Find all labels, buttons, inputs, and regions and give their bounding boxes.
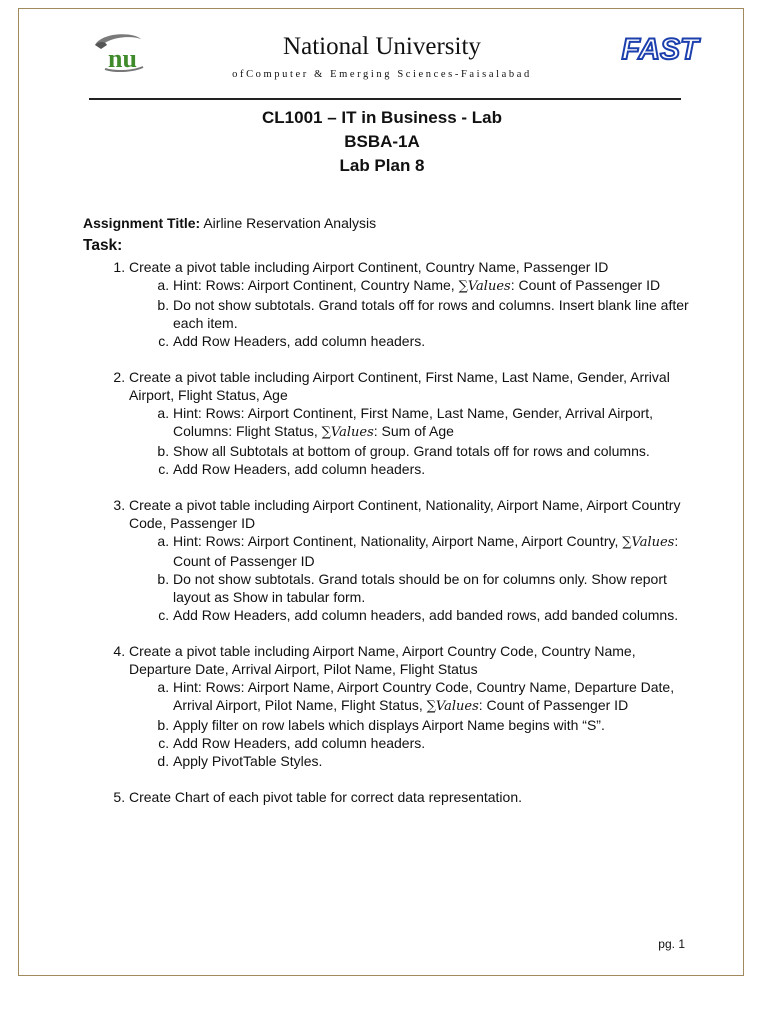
subtask-text: Do not show subtotals. Grand totals off for rows and columns. Insert blank line after each item. [173, 297, 689, 331]
university-name: National University [283, 33, 481, 60]
subtask-list [129, 532, 693, 624]
task-text: Create a pivot table including Airport Continent, Nationality, Airport Name, Airport Country Code, Passenger ID [129, 497, 681, 531]
page-number: pg. 1 [658, 937, 685, 951]
subtask-item [173, 716, 693, 734]
task-item [129, 642, 693, 770]
assignment-title: Airline Reservation Analysis [203, 215, 377, 231]
task-item [129, 496, 693, 624]
subtask-item [173, 606, 693, 624]
university-subtitle: ofComputer & Emerging Sciences-Faisalabad [232, 69, 532, 80]
subtask-text: Add Row Headers, add column headers, add banded rows, add banded columns. [173, 607, 679, 623]
task-text: Create Chart of each pivot table for correct data representation. [129, 789, 522, 805]
subtask-item [173, 734, 693, 752]
hint-text-suffix: : Count of Passenger ID [173, 533, 679, 569]
subtask-text: Do not show subtotals. Grand totals should be on for columns only. Show report layout as Show in tabular form. [173, 571, 667, 605]
subtask-item [173, 678, 693, 716]
task-text: Create a pivot table including Airport Name, Airport Country Code, Country Name, Departure Date, Arrival Airport, Pilot Name, Flight Status [129, 643, 636, 677]
svg-text:FAST: FAST [621, 33, 699, 66]
hint-text: Hint: Rows: Airport Continent, Country Name, [173, 277, 459, 293]
course-section: BSBA-1A [344, 132, 420, 151]
subtask-text: Apply filter on row labels which displays Airport Name begins with “S”. [173, 717, 605, 733]
task-item [129, 258, 693, 350]
sum-values-symbol: ∑Values [426, 699, 479, 714]
hint-text-suffix: : Sum of Age [373, 423, 454, 439]
assignment-label: Assignment Title: [83, 215, 201, 231]
subtask-item [173, 296, 693, 332]
assignment-title-line [83, 214, 693, 232]
hint-text: Hint: Rows: Airport Continent, Nationality, Airport Name, Airport Country, [173, 533, 623, 549]
svg-text:nu: nu [108, 44, 137, 73]
subtask-list [129, 678, 693, 770]
header-divider [89, 98, 681, 100]
subtask-text: Apply PivotTable Styles. [173, 753, 323, 769]
hint-text-suffix: : Count of Passenger ID [478, 697, 629, 713]
lab-plan-title: Lab Plan 8 [339, 156, 425, 175]
subtask-item [173, 752, 693, 770]
subtask-text: Show all Subtotals at bottom of group. Grand totals off for rows and columns. [173, 443, 650, 459]
subtask-text: Add Row Headers, add column headers. [173, 735, 426, 751]
hint-text-suffix: : Count of Passenger ID [510, 277, 661, 293]
sum-values-symbol: ∑Values [321, 425, 374, 440]
task-heading: Task: [83, 237, 123, 254]
subtask-item [173, 404, 693, 442]
hint-text: Hint: Rows: Airport Continent, First Name, Last Name, Gender, Arrival Airport, Columns: Flight Status, [173, 405, 654, 439]
assignment-content [83, 214, 693, 824]
task-list [83, 258, 693, 806]
fast-logo-icon [621, 30, 699, 66]
subtask-list [129, 276, 693, 350]
subtask-item [173, 460, 693, 478]
sum-values-symbol: ∑Values [622, 535, 675, 550]
subtask-item [173, 570, 693, 606]
subtask-item [173, 332, 693, 350]
task-item [129, 368, 693, 478]
task-text: Create a pivot table including Airport Continent, Country Name, Passenger ID [129, 259, 609, 275]
task-item [129, 788, 693, 806]
subtask-text: Add Row Headers, add column headers. [173, 461, 426, 477]
subtask-item [173, 532, 693, 570]
subtask-item [173, 442, 693, 460]
hint-text: Hint: Rows: Airport Name, Airport Country Code, Country Name, Departure Date, Arrival Airport, Pilot Name, Flight Status, [173, 679, 675, 713]
task-text: Create a pivot table including Airport Continent, First Name, Last Name, Gender, Arrival Airport, Flight Status, Age [129, 369, 670, 403]
document-page [18, 8, 744, 976]
subtask-item [173, 276, 693, 296]
course-code: CL1001 – IT in Business - Lab [262, 108, 502, 127]
subtask-text: Add Row Headers, add column headers. [173, 333, 426, 349]
course-title-block [19, 106, 745, 178]
subtask-list [129, 404, 693, 478]
sum-values-symbol: ∑Values [458, 279, 511, 294]
